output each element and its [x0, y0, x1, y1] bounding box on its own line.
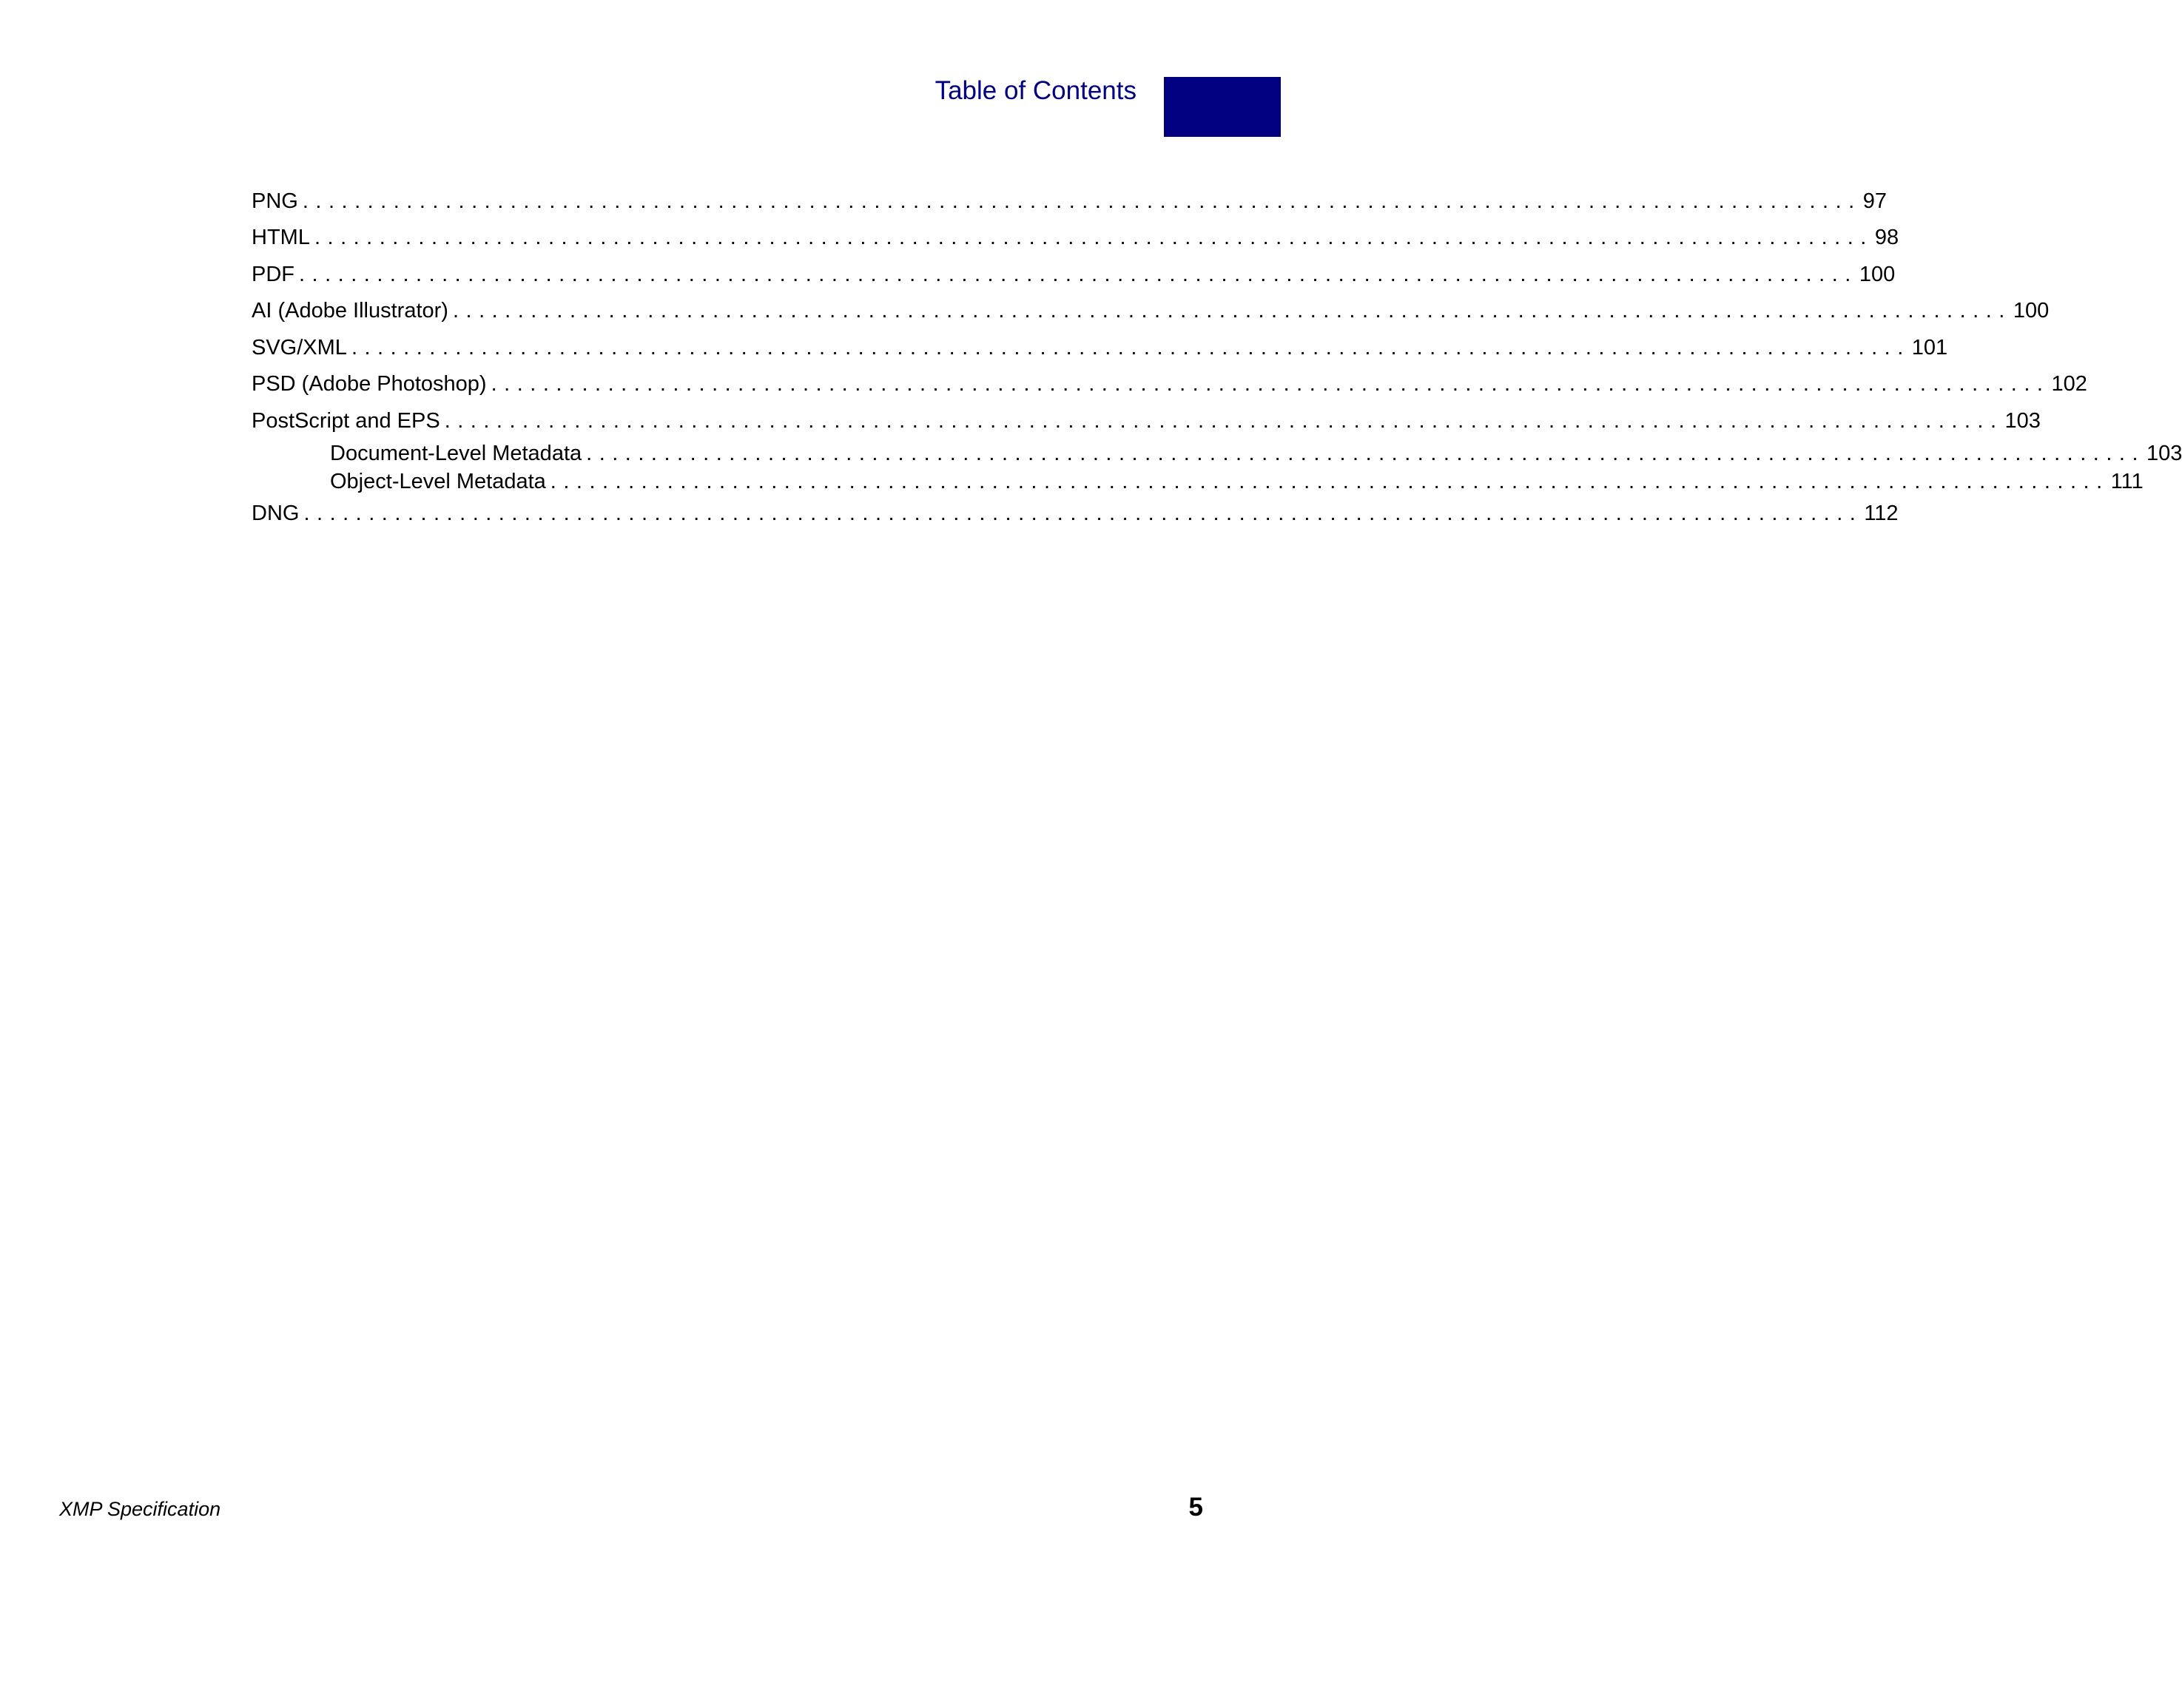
- toc-entry-page: 103: [2004, 409, 2041, 433]
- toc-entry-title: HTML: [252, 226, 310, 249]
- toc-entry[interactable]: [252, 499, 1899, 528]
- toc-entry-title: PSD (Adobe Photoshop): [252, 372, 487, 396]
- toc-dot-leader: ........................................................................................................................: [452, 299, 2012, 323]
- footer-page-number: 5: [1188, 1493, 1203, 1522]
- toc-entry-page: 98: [1874, 226, 1899, 249]
- toc-dot-leader: ........................................................................................................................: [491, 372, 2050, 396]
- toc-entry-title: PDF: [252, 263, 294, 286]
- toc-entry-title: Object-Level Metadata: [330, 470, 546, 493]
- toc-entry-page: 100: [1859, 263, 1896, 286]
- toc-entry-page: 112: [1864, 502, 1899, 525]
- toc-dot-leader: ........................................................................................................................: [303, 502, 1863, 525]
- toc-entry-title: DNG: [252, 502, 300, 525]
- toc-entry-page: 101: [1911, 336, 1948, 360]
- toc-entry[interactable]: [252, 296, 2050, 325]
- toc-dot-leader: ........................................................................................................................: [550, 470, 2109, 493]
- page-header-title: Table of Contents: [935, 76, 1137, 105]
- toc-dot-leader: ........................................................................................................................: [586, 442, 2145, 465]
- footer-document-title: XMP Specification: [59, 1498, 221, 1520]
- toc-dot-leader: ........................................................................................................................: [444, 409, 2004, 433]
- toc-entry-page: 103: [2146, 442, 2182, 465]
- toc-entry-title: AI (Adobe Illustrator): [252, 299, 448, 323]
- toc-entry[interactable]: [252, 186, 1887, 216]
- toc-dot-leader: ........................................................................................................................: [299, 263, 1858, 286]
- toc-entry-title: PNG: [252, 189, 298, 213]
- toc-dot-leader: ........................................................................................................................: [351, 336, 1910, 360]
- toc-entry-page: 100: [2013, 299, 2050, 323]
- toc-dot-leader: ........................................................................................................................: [314, 226, 1873, 249]
- toc-entry[interactable]: [252, 333, 1948, 362]
- toc-entry[interactable]: [252, 223, 1899, 252]
- header-color-tab: [1164, 77, 1281, 137]
- toc-entry-title: PostScript and EPS: [252, 409, 440, 433]
- toc-entry[interactable]: [252, 260, 1896, 289]
- toc-entry-page: 111: [2110, 470, 2144, 493]
- toc-entry-page: 97: [1862, 189, 1887, 213]
- toc-entry[interactable]: [252, 406, 2041, 436]
- toc-subentry[interactable]: [330, 467, 2144, 496]
- toc-entry-title: Document-Level Metadata: [330, 442, 582, 465]
- toc-dot-leader: ........................................................................................................................: [302, 189, 1862, 213]
- toc-entry[interactable]: [252, 369, 2087, 399]
- toc-subentry[interactable]: [330, 439, 2182, 468]
- toc-entry-page: 102: [2051, 372, 2087, 396]
- toc-entry-title: SVG/XML: [252, 336, 347, 360]
